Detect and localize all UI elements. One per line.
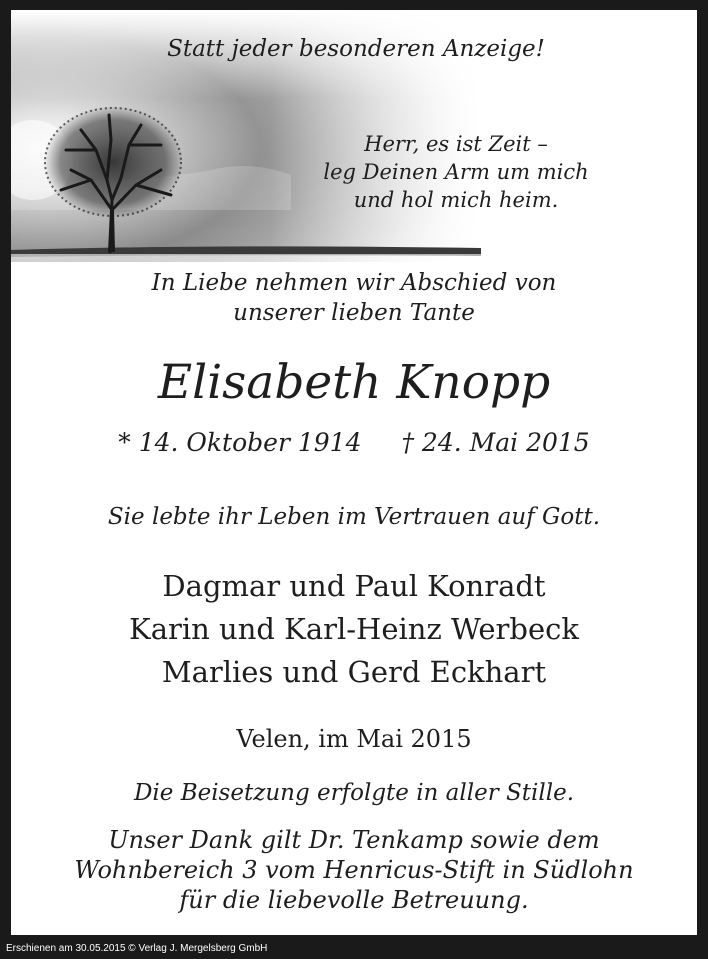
place-date: Velen, im Mai 2015 (236, 725, 472, 753)
thanks-text (11, 825, 697, 915)
verse-line: Herr, es ist Zeit – (364, 132, 548, 156)
obituary-notice (11, 10, 697, 935)
farewell-line: In Liebe nehmen wir Abschied von (151, 270, 557, 296)
verse (306, 130, 606, 214)
farewell-line: unserer lieben Tante (233, 300, 475, 326)
thanks-line: Unser Dank gilt Dr. Tenkamp sowie dem (108, 826, 600, 854)
life-dates (11, 428, 697, 457)
birth-date: * 14. Oktober 1914 (118, 428, 362, 457)
burial-note: Die Beisetzung erfolgte in aller Stille. (133, 780, 575, 806)
deceased-name: Elisabeth Knopp (157, 355, 551, 410)
notice-intro: Statt jeder besonderen Anzeige! (167, 36, 545, 62)
death-date: † 24. Mai 2015 (401, 428, 590, 457)
mourner-name: Dagmar und Paul Konradt (162, 569, 546, 603)
motto: Sie lebte ihr Leben im Vertrauen auf Gott. (107, 504, 601, 530)
thanks-line: Wohnbereich 3 vom Henricus-Stift in Südlohn (74, 856, 634, 884)
farewell-text (11, 268, 697, 328)
mourner-name: Marlies und Gerd Eckhart (161, 655, 547, 689)
verse-line: leg Deinen Arm um mich (323, 160, 589, 184)
publication-footer: Erschienen am 30.05.2015 © Verlag J. Mergelsberg GmbH (6, 943, 268, 954)
verse-line: und hol mich heim. (353, 188, 559, 212)
mourner-name: Karin und Karl-Heinz Werbeck (129, 612, 579, 646)
mourners-list (11, 565, 697, 694)
thanks-line: für die liebevolle Betreuung. (179, 886, 529, 914)
